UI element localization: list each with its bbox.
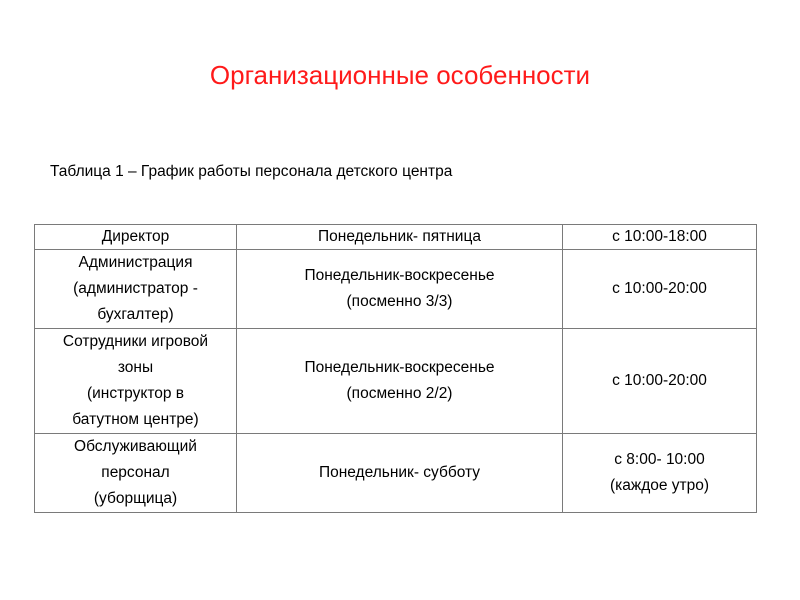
table-row	[35, 225, 757, 250]
table-row	[35, 329, 757, 434]
days-cell: Понедельник- пятница	[237, 225, 563, 250]
position-cell: Директор	[35, 225, 237, 250]
table-row	[35, 250, 757, 329]
position-cell: Обслуживающий персонал (уборщица)	[35, 434, 237, 513]
days-cell: Понедельник-воскресенье (посменно 2/2)	[237, 329, 563, 434]
days-cell: Понедельник- субботу	[237, 434, 563, 513]
slide-title: Организационные особенности	[209, 60, 591, 90]
hours-cell: с 8:00- 10:00 (каждое утро)	[563, 434, 757, 513]
position-cell: Сотрудники игровой зоны (инструктор в батутном центре)	[35, 329, 237, 434]
schedule-table	[34, 224, 757, 513]
hours-cell: с 10:00-18:00	[563, 225, 757, 250]
table-row	[35, 434, 757, 513]
position-cell: Администрация (администратор - бухгалтер)	[35, 250, 237, 329]
table-caption: Таблица 1 – График работы персонала детского центра	[50, 163, 453, 180]
hours-cell: с 10:00-20:00	[563, 329, 757, 434]
hours-cell: с 10:00-20:00	[563, 250, 757, 329]
days-cell: Понедельник-воскресенье (посменно 3/3)	[237, 250, 563, 329]
